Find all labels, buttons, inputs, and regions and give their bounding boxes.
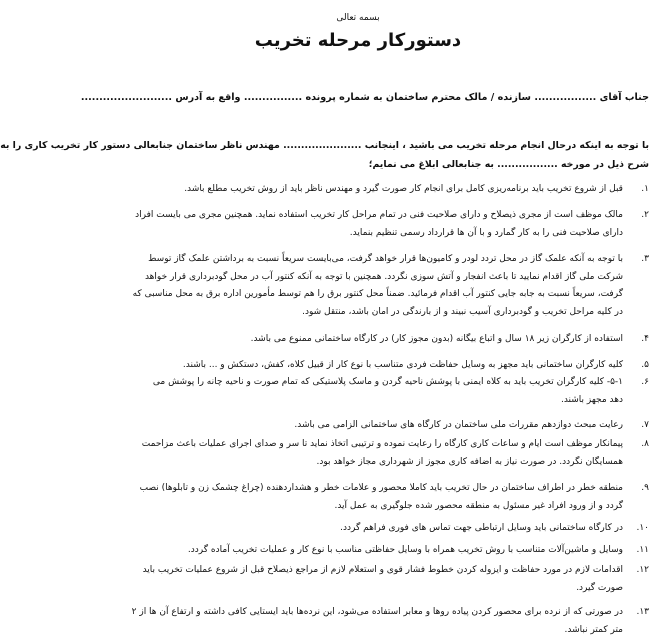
item-number: ۷. <box>641 420 649 430</box>
item-number: ۳. <box>641 254 649 264</box>
item-number: ۱۰. <box>636 523 649 533</box>
item-text-line: در کلیه مراحل تخریب و گودبرداری آسیب نبیند و از بارندگی در امان باشد، منتقل شود. <box>302 306 623 317</box>
item-text-line: استفاده از کارگران زیر ۱۸ سال و اتباع بیگانه (بدون مجوز کار) در کارگاه ساختمانی ممنوع می باشد. <box>250 334 623 344</box>
intro-paragraph <box>0 136 649 174</box>
item-text-line: گردد و از ورود افراد غیر مسئول به منطقه محصور شده جلوگیری به عمل آید. <box>334 500 623 511</box>
bismillah-heading: بسمه تعالی <box>336 13 380 23</box>
item-text-line: در کارگاه ساختمانی باید وسایل ارتباطی جهت تماس های فوری فراهم گردد. <box>340 523 623 533</box>
item-text <box>67 436 623 471</box>
item-text-line: صورت گیرد. <box>576 582 623 593</box>
item-text-line: دارای صلاحیت فنی را به کار گمارد و با آن ها قرارداد رسمی تنظیم بنماید. <box>349 227 623 238</box>
item-text-line: در صورتی که از نرده برای محصور کردن پیاده روها و معابر استفاده می‌شود، این نرده‌ها باید ایستایی کافی داشته و ارتفاع آن ها از ۲ <box>131 607 623 617</box>
item-number: ۴. <box>641 334 649 344</box>
item-text <box>67 417 623 435</box>
item-text-line: با توجه به آنکه علمک گاز در محل تردد لودر و کامیون‌ها قرار خواهد گرفت، می‌بایست سریعاً نسبت به برداشتن علمک گاز توسط <box>148 254 623 264</box>
item-text <box>67 331 623 349</box>
item-text-line: مالک موظف است از مجری ذیصلاح و دارای صلاحیت فنی در تمام مراحل کار تخریب استفاده نماید. همچنین مجری می بایست افراد <box>135 210 623 220</box>
item-number: ۸. <box>641 439 649 449</box>
item-text-line: همسایگان نگردد. در صورت نیاز به اضافه کاری مجوز از شهرداری مجاز خواهد بود. <box>316 456 623 467</box>
item-number: ۱. <box>641 184 649 194</box>
item-text <box>67 251 623 321</box>
item-number: ۹. <box>641 483 649 493</box>
item-text <box>67 520 623 538</box>
item-text-line: ۵-۱- کلیه کارگران تخریب باید به کلاه ایمنی با پوشش ناحیه گردن و ماسک پلاستیکی که تمام صورت و ناحیه چانه را پوشش می <box>152 377 623 387</box>
item-text-line: پیمانکار موظف است ایام و ساعات کاری کارگاه را رعایت نموده و ترتیبی اتخاذ نماید تا سر و صدای اجرای عملیات باعث مزاحمت <box>141 439 623 449</box>
item-text-line: منطقه خطر در اطراف ساختمان در حال تخریب باید کاملا محصور و علامات خطر و هشداردهنده (چراغ چشمک زن و تابلوها) نصب <box>139 483 623 493</box>
item-text <box>67 374 623 409</box>
intro-line: شرح ذیل در مورخه ................. به جنابعالی ابلاغ می نمایم؛ <box>368 159 649 170</box>
item-text <box>67 357 623 375</box>
item-text-line: کلیه کارگران ساختمانی باید مجهز به وسایل حفاظت فردی متناسب با نوع کار از قبیل کلاه، کفش، دستکش و ... باشند. <box>182 360 623 370</box>
item-number: ۵. <box>641 360 649 370</box>
item-number: ۱۳. <box>636 607 649 617</box>
item-text <box>67 562 623 597</box>
item-text <box>67 542 623 560</box>
item-text-line: رعایت مبحث دوازدهم مقررات ملی ساختمان در کارگاه های ساختمانی الزامی می باشد. <box>294 420 623 430</box>
intro-line: با توجه به اینکه درحال انجام مرحله تخریب می باشید ، اینجانب ...................... مهندس ناظر ساختمان جنابعالی دستور کار تخریب کاری را به <box>0 140 649 151</box>
item-text-line: گرفت، سریعاً نسبت به جابه جایی کنتور آب اقدام فرمائید. ضمناً محل کنتور برق را هم توسط مأمورین اداره برق به محل مناسبی که <box>132 289 623 299</box>
item-text-line: متر کمتر نباشد. <box>564 624 623 635</box>
item-text-line: قبل از شروع تخریب باید برنامه‌ریزی کامل برای انجام کار صورت گیرد و مهندس ناظر باید از روش تخریب مطلع باشد. <box>184 184 623 194</box>
item-number: ۱۱. <box>636 545 649 555</box>
item-text-line: دهد مجهز باشند. <box>560 394 623 405</box>
item-text-line: وسایل و ماشین‌آلات متناسب با روش تخریب همراه با وسایل حفاظتی مناسب با نوع کار و عملیات تخریب آماده گردد. <box>187 545 623 555</box>
item-number: ۲. <box>641 210 649 220</box>
item-number: ۶. <box>641 377 649 387</box>
item-text <box>67 480 623 515</box>
page-title: دستورکار مرحله تخریب <box>254 30 462 51</box>
address-line: جناب آقای ................. سازنده / مالک محترم ساختمان به شماره پرونده ................ واقع به آدرس ......................... <box>80 92 649 103</box>
item-text <box>67 207 623 242</box>
item-number: ۱۲. <box>636 565 649 575</box>
item-text <box>67 181 623 199</box>
item-text-line: اقدامات لازم در مورد حفاظت و ایزوله کردن خطوط فشار قوی و استعلام لازم از مراجع ذیصلاح قبل از شروع عملیات تخریب باید <box>142 565 623 575</box>
item-text <box>67 604 623 639</box>
item-text-line: شرکت ملی گاز اقدام نمایید تا باعث انفجار و آتش سوزی نگردد. همچنین با توجه به آنکه کنتور آب در محل گودبرداری قرار خواهد <box>144 271 623 282</box>
